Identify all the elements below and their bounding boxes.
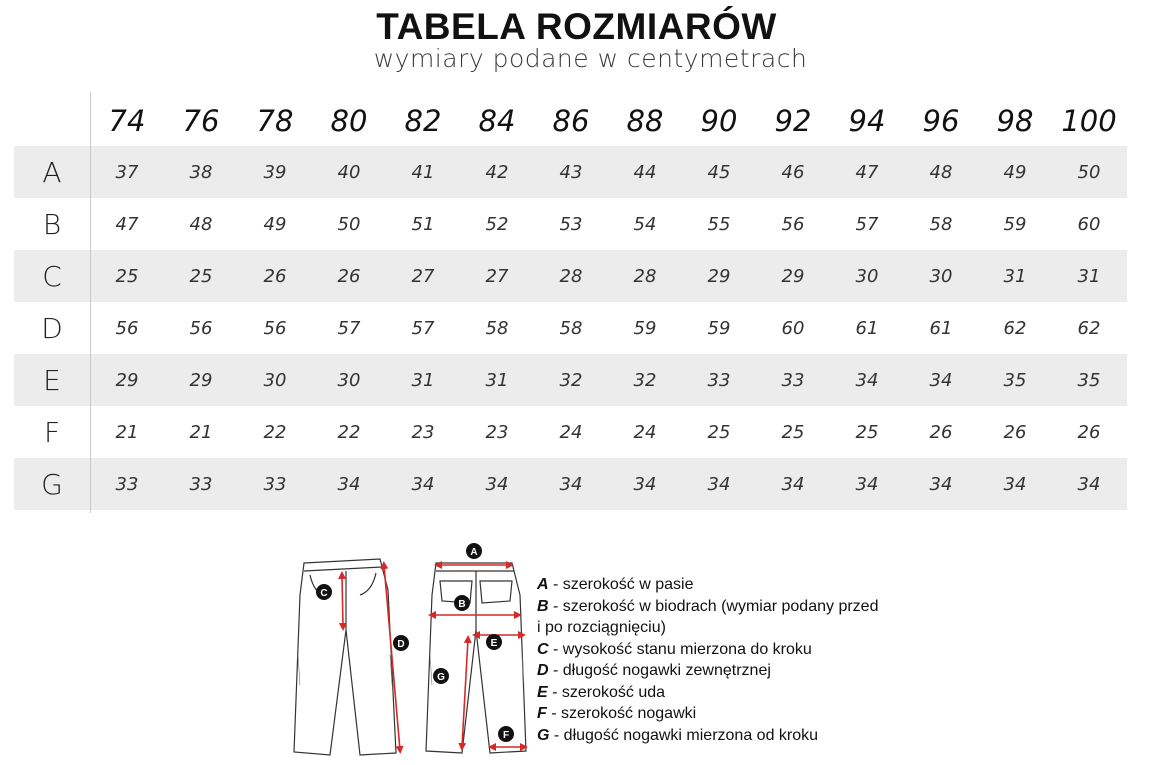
svg-text:E: E bbox=[490, 638, 498, 649]
front-trousers-measurements bbox=[342, 565, 400, 750]
table-cell: 24 bbox=[633, 421, 657, 443]
table-cell: 25 bbox=[189, 265, 213, 287]
row-label: C bbox=[42, 259, 62, 293]
table-cell: 59 bbox=[633, 317, 657, 339]
table-cell: 31 bbox=[1003, 265, 1027, 287]
legend-key: C bbox=[537, 640, 549, 658]
table-cell: 33 bbox=[263, 473, 287, 495]
c-marker bbox=[316, 584, 332, 600]
table-cell: 49 bbox=[263, 213, 287, 235]
legend-text: - szerokość w pasie bbox=[548, 576, 694, 593]
table-cell: 34 bbox=[633, 473, 657, 495]
table-cell: 22 bbox=[337, 421, 361, 443]
size-header-100: 100 bbox=[1061, 104, 1117, 138]
size-header-86: 86 bbox=[552, 104, 590, 138]
table-cell: 26 bbox=[1077, 421, 1101, 443]
table-cell: 62 bbox=[1003, 317, 1027, 339]
legend-text-continued: i po rozciągnięciu) bbox=[537, 619, 666, 636]
table-cell: 30 bbox=[855, 265, 879, 287]
size-header-92: 92 bbox=[774, 104, 812, 138]
table-cell: 26 bbox=[263, 265, 287, 287]
size-header-78: 78 bbox=[256, 104, 294, 138]
legend-item bbox=[537, 660, 917, 682]
page-title: TABELA ROZMIARÓW bbox=[376, 6, 777, 47]
table-cell: 29 bbox=[781, 265, 805, 287]
table-cell: 28 bbox=[633, 265, 657, 287]
table-cell: 43 bbox=[559, 161, 583, 183]
table-cell: 59 bbox=[1003, 213, 1027, 235]
size-header-96: 96 bbox=[922, 104, 960, 138]
a-marker bbox=[466, 543, 482, 559]
table-cell: 56 bbox=[263, 317, 287, 339]
legend-key: A bbox=[537, 576, 549, 593]
table-cell: 34 bbox=[707, 473, 731, 495]
table-cell: 34 bbox=[929, 473, 953, 495]
legend-item bbox=[537, 682, 917, 704]
table-cell: 21 bbox=[115, 421, 139, 443]
table-row bbox=[14, 354, 1127, 406]
table-cell: 23 bbox=[411, 421, 435, 443]
table-cell: 21 bbox=[189, 421, 213, 443]
table-cell: 34 bbox=[855, 369, 879, 391]
size-header-76: 76 bbox=[182, 104, 220, 138]
table-cell: 41 bbox=[411, 161, 435, 183]
table-cell: 27 bbox=[411, 265, 435, 287]
table-cell: 35 bbox=[1003, 369, 1027, 391]
table-row bbox=[14, 458, 1127, 510]
table-row bbox=[14, 146, 1127, 198]
table-cell: 29 bbox=[189, 369, 213, 391]
table-cell: 35 bbox=[1077, 369, 1101, 391]
size-header-88: 88 bbox=[626, 104, 664, 138]
table-cell: 62 bbox=[1077, 317, 1101, 339]
table-cell: 56 bbox=[189, 317, 213, 339]
svg-text:C: C bbox=[320, 588, 328, 599]
size-header-row bbox=[14, 92, 1127, 146]
row-label: A bbox=[42, 155, 62, 189]
table-cell: 34 bbox=[559, 473, 583, 495]
legend-text: - szerokość uda bbox=[547, 683, 666, 701]
table-cell: 26 bbox=[1003, 421, 1027, 443]
measurement-legend bbox=[537, 574, 917, 746]
table-cell: 49 bbox=[1003, 161, 1027, 183]
table-cell: 33 bbox=[189, 473, 213, 495]
table-cell: 53 bbox=[559, 213, 583, 235]
row-label: D bbox=[41, 311, 63, 345]
table-cell: 46 bbox=[781, 161, 805, 183]
table-cell: 47 bbox=[115, 213, 139, 235]
table-cell: 26 bbox=[337, 265, 361, 287]
table-cell: 31 bbox=[1077, 265, 1101, 287]
table-cell: 34 bbox=[855, 473, 879, 495]
back-trousers-outline bbox=[426, 563, 526, 753]
legend-text: - wysokość stanu mierzona do kroku bbox=[548, 640, 812, 658]
d-marker bbox=[393, 635, 409, 651]
svg-text:G: G bbox=[437, 672, 445, 683]
legend-item bbox=[537, 639, 917, 661]
table-cell: 42 bbox=[485, 161, 509, 183]
table-row bbox=[14, 302, 1127, 354]
trousers-diagram bbox=[290, 535, 530, 760]
table-cell: 50 bbox=[1077, 161, 1101, 183]
table-cell: 52 bbox=[485, 213, 509, 235]
table-cell: 58 bbox=[559, 317, 583, 339]
table-cell: 48 bbox=[929, 161, 953, 183]
size-header-94: 94 bbox=[848, 104, 886, 138]
table-cell: 56 bbox=[781, 213, 805, 235]
legend-key: G bbox=[537, 726, 550, 744]
table-cell: 34 bbox=[781, 473, 805, 495]
size-header-82: 82 bbox=[404, 104, 442, 138]
table-cell: 38 bbox=[189, 161, 213, 183]
table-cell: 34 bbox=[485, 473, 509, 495]
table-cell: 39 bbox=[263, 161, 287, 183]
table-cell: 61 bbox=[855, 317, 879, 339]
back-trousers-measurements bbox=[432, 565, 524, 747]
svg-text:B: B bbox=[458, 599, 466, 610]
table-cell: 44 bbox=[633, 161, 657, 183]
table-cell: 37 bbox=[115, 161, 139, 183]
legend-item bbox=[537, 703, 917, 725]
table-cell: 32 bbox=[633, 369, 657, 391]
page-subtitle: wymiary podane w centymetrach bbox=[373, 44, 808, 73]
table-cell: 48 bbox=[189, 213, 213, 235]
size-header-98: 98 bbox=[996, 104, 1034, 138]
f-marker bbox=[498, 726, 514, 742]
table-cell: 27 bbox=[485, 265, 509, 287]
size-header-84: 84 bbox=[478, 104, 516, 138]
g-marker bbox=[433, 668, 449, 684]
table-cell: 25 bbox=[855, 421, 879, 443]
row-label: B bbox=[42, 207, 62, 241]
table-cell: 30 bbox=[929, 265, 953, 287]
size-table-body bbox=[14, 146, 1127, 510]
row-label: G bbox=[41, 467, 63, 501]
b-marker bbox=[454, 595, 470, 611]
table-cell: 30 bbox=[337, 369, 361, 391]
table-cell: 54 bbox=[633, 213, 657, 235]
table-cell: 50 bbox=[337, 213, 361, 235]
table-cell: 31 bbox=[485, 369, 509, 391]
table-cell: 22 bbox=[263, 421, 287, 443]
table-row bbox=[14, 406, 1127, 458]
table-cell: 34 bbox=[337, 473, 361, 495]
table-cell: 59 bbox=[707, 317, 731, 339]
table-cell: 61 bbox=[929, 317, 953, 339]
table-cell: 24 bbox=[559, 421, 583, 443]
table-cell: 57 bbox=[411, 317, 435, 339]
table-cell: 29 bbox=[707, 265, 731, 287]
table-cell: 23 bbox=[485, 421, 509, 443]
legend-text: - długość nogawki mierzona od kroku bbox=[549, 726, 819, 744]
row-label: F bbox=[43, 415, 61, 449]
table-cell: 25 bbox=[115, 265, 139, 287]
table-row bbox=[14, 198, 1127, 250]
svg-text:D: D bbox=[397, 639, 405, 650]
legend-key: B bbox=[537, 597, 549, 615]
table-cell: 29 bbox=[115, 369, 139, 391]
svg-text:A: A bbox=[470, 547, 478, 558]
svg-text:F: F bbox=[502, 730, 510, 741]
table-row bbox=[14, 250, 1127, 302]
table-cell: 32 bbox=[559, 369, 583, 391]
legend-item bbox=[537, 574, 917, 596]
row-label: E bbox=[43, 363, 61, 397]
table-cell: 34 bbox=[929, 369, 953, 391]
table-divider bbox=[90, 92, 91, 513]
legend-key: E bbox=[537, 683, 548, 701]
legend-item bbox=[537, 725, 917, 747]
table-cell: 33 bbox=[781, 369, 805, 391]
legend-text: - szerokość w biodrach (wymiar podany przed bbox=[548, 597, 879, 615]
table-cell: 26 bbox=[929, 421, 953, 443]
table-cell: 55 bbox=[707, 213, 731, 235]
table-cell: 58 bbox=[929, 213, 953, 235]
table-cell: 56 bbox=[115, 317, 139, 339]
table-cell: 51 bbox=[411, 213, 435, 235]
table-cell: 60 bbox=[781, 317, 805, 339]
table-cell: 33 bbox=[707, 369, 731, 391]
table-cell: 28 bbox=[559, 265, 583, 287]
table-cell: 45 bbox=[707, 161, 731, 183]
table-cell: 57 bbox=[855, 213, 879, 235]
table-cell: 33 bbox=[115, 473, 139, 495]
size-header-90: 90 bbox=[700, 104, 738, 138]
e-marker bbox=[486, 634, 502, 650]
table-cell: 60 bbox=[1077, 213, 1101, 235]
table-cell: 34 bbox=[411, 473, 435, 495]
legend-text: - długość nogawki zewnętrznej bbox=[548, 662, 771, 679]
table-cell: 58 bbox=[485, 317, 509, 339]
table-cell: 25 bbox=[781, 421, 805, 443]
table-cell: 40 bbox=[337, 161, 361, 183]
table-cell: 31 bbox=[411, 369, 435, 391]
legend-item bbox=[537, 596, 917, 639]
legend-text: - szerokość nogawki bbox=[546, 705, 697, 722]
size-header-74: 74 bbox=[108, 104, 146, 138]
table-cell: 57 bbox=[337, 317, 361, 339]
table-cell: 25 bbox=[707, 421, 731, 443]
table-cell: 34 bbox=[1003, 473, 1027, 495]
table-cell: 34 bbox=[1077, 473, 1101, 495]
size-table bbox=[14, 92, 1127, 510]
front-trousers-outline bbox=[294, 559, 396, 755]
size-header-80: 80 bbox=[330, 104, 368, 138]
table-cell: 30 bbox=[263, 369, 287, 391]
legend-key: F bbox=[537, 705, 547, 722]
table-cell: 47 bbox=[855, 161, 879, 183]
legend-key: D bbox=[537, 662, 549, 679]
